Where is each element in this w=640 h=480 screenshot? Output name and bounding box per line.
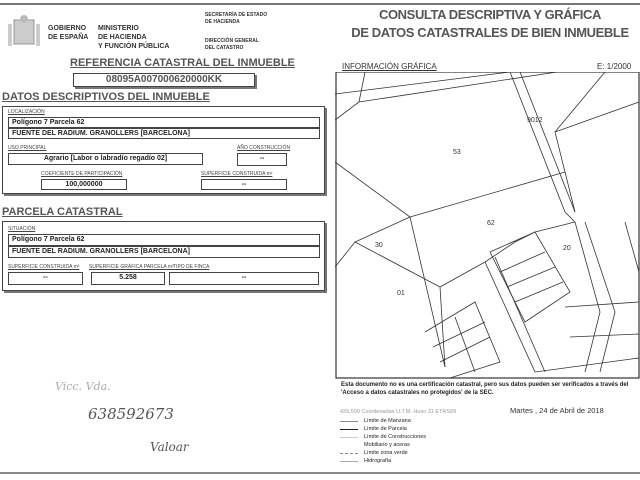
coef-value: 100,000000 [41, 179, 127, 190]
localizacion-line2: FUENTE DEL RADIUM. GRANOLLERS [BARCELONA] [8, 128, 320, 139]
anio-value: -- [237, 153, 287, 166]
document-date: Martes , 24 de Abril de 2018 [510, 406, 604, 415]
page-title-2: DE DATOS CATASTRALES DE BIEN INMUEBLE [351, 25, 629, 40]
top-border [0, 3, 640, 5]
supg-value: 5.258 [91, 272, 165, 285]
datos-panel [2, 106, 325, 194]
handwritten-name: Valoar [150, 440, 189, 454]
referencia-value: 08095A007000620000KK [73, 73, 255, 87]
supc-label: SUPERFICIE CONSTRUIDA m² [8, 264, 80, 270]
legend-item: Límite de Manzana [364, 418, 411, 424]
uso-value: Agrario [Labor o labradío regadío 02] [8, 153, 203, 165]
legend-item: Límite de Parcela [364, 426, 407, 432]
map-title: INFORMACIÓN GRÁFICA [342, 62, 437, 71]
tipo-value: -- [169, 272, 319, 285]
legend-item: Límite de Construcciones [364, 434, 427, 440]
legend-item: Mobiliario y aceras [364, 442, 410, 448]
handwritten-phone: 638592673 [88, 405, 174, 423]
supc-value: -- [8, 272, 83, 285]
legend-coordinates: 439,500 Coordenadas U.T.M. Huso 31 ETRS89 [340, 409, 457, 415]
direccion-label: DIRECCIÓN GENERAL DEL CATASTRO [205, 38, 259, 51]
sup-label: SUPERFICIE CONSTRUIDA m² [201, 171, 273, 177]
uso-label: USO PRINCIPAL [8, 145, 47, 151]
sup-value: -- [201, 179, 287, 190]
gobierno-label: GOBIERNO DE ESPAÑA [48, 25, 89, 41]
map-label-01: 01 [397, 290, 405, 297]
page-title-1: CONSULTA DESCRIPTIVA Y GRÁFICA [378, 7, 601, 22]
map-label-62: 62 [487, 220, 495, 227]
map-label-20: 20 [563, 245, 571, 252]
secretaria-label: SECRETARÍA DE ESTADO DE HACIENDA [205, 12, 268, 25]
coef-label: COEFICIENTE DE PARTICIPACIÓN [41, 171, 123, 177]
localizacion-line1: Polígono 7 Parcela 62 [8, 117, 320, 128]
map-label-53: 53 [453, 149, 461, 156]
map-label-30: 30 [375, 242, 383, 249]
supg-label: SUPERFICIE GRÁFICA PARCELA m² [89, 264, 174, 270]
legend-item: Límite zona verde [364, 450, 408, 456]
anio-label: AÑO CONSTRUCCIÓN [237, 145, 291, 151]
map-label-9012: 9012 [527, 117, 543, 124]
handwritten-note: Vicc. Vda. [55, 380, 111, 393]
localizacion-label: LOCALIZACIÓN [8, 109, 45, 115]
map-legend [340, 417, 500, 465]
situacion-line1: Polígono 7 Parcela 62 [8, 234, 320, 246]
parcela-title: PARCELA CATASTRAL [2, 206, 123, 218]
coat-of-arms-logo [6, 14, 42, 50]
parcela-panel [2, 221, 325, 291]
disclaimer-note: Esta documento no es una certificación catastral, pero sus datos pueden ser verificados a través del 'Acceso a datos catastrales no protegidos' de la SEC. [341, 382, 629, 396]
map-scale: E: 1/2000 [597, 62, 632, 71]
cadastral-map[interactable] [335, 72, 640, 379]
situacion-label: SITUACIÓN [8, 226, 36, 232]
legend-item: Hidrografía [364, 458, 392, 464]
bottom-border [0, 472, 640, 474]
ministerio-label: MINISTERIO DE HACIENDA Y FUNCIÓN PÚBLICA [98, 25, 170, 50]
situacion-line2: FUENTE DEL RADIUM. GRANOLLERS [BARCELONA] [8, 246, 320, 258]
tipo-label: TIPO DE FINCA [173, 264, 210, 270]
datos-title: DATOS DESCRIPTIVOS DEL INMUEBLE [2, 91, 210, 103]
referencia-label: REFERENCIA CATASTRAL DEL INMUEBLE [70, 57, 295, 69]
